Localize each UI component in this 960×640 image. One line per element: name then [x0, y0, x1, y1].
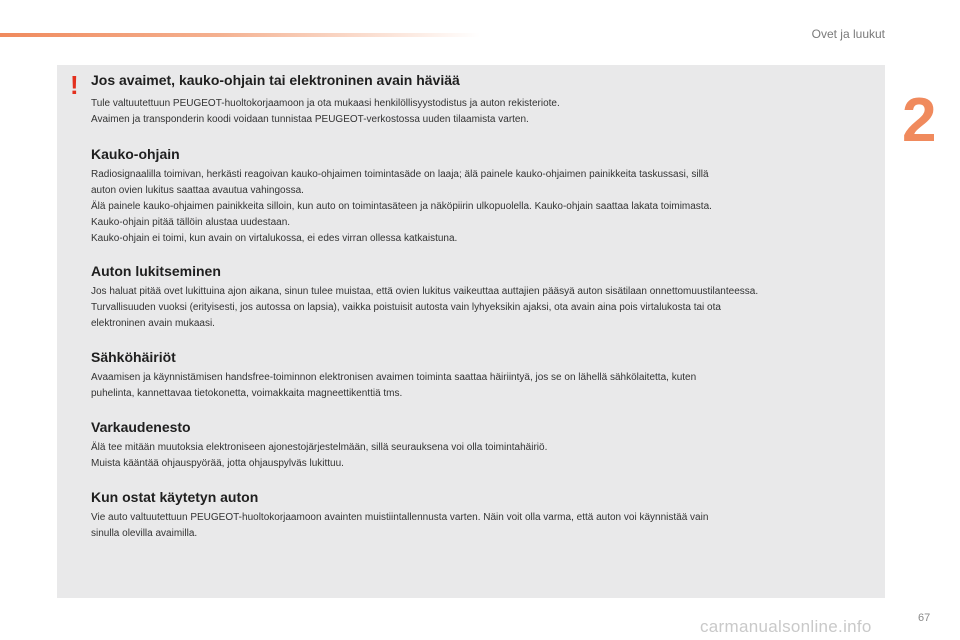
section-line: Älä tee mitään muutoksia elektroniseen ajonestojärjestelmään, sillä seurauksena voi olla toimintahäiriö. [91, 442, 548, 453]
section-line: Kauko-ohjain ei toimi, kun avain on virtalukossa, ei edes virran ollessa katkaistuna. [91, 233, 458, 244]
section-line: Muista kääntää ohjauspyörää, jotta ohjauspylväs lukittuu. [91, 458, 344, 469]
warning-title: Jos avaimet, kauko-ohjain tai elektroninen avain häviää [91, 72, 460, 88]
section-line: puhelinta, kannettavaa tietokonetta, voimakkaita magneettikenttiä tms. [91, 388, 403, 399]
page-number: 67 [918, 612, 931, 624]
section-auton-lukitseminen [91, 263, 883, 332]
chapter-title: Ovet ja luukut [811, 27, 885, 41]
header-accent-rule [0, 33, 480, 37]
section-title: Kun ostat käytetyn auton [91, 489, 259, 505]
watermark-text: carmanualsonline.info [700, 617, 872, 636]
section-line: sinulla olevilla avaimilla. [91, 528, 198, 539]
section-line: Turvallisuuden vuoksi (erityisesti, jos autossa on lapsia), vaikka poistuisit autosta vain lyhyeksikin ajaksi, ota avain aina pois virtalukosta tai ota [91, 302, 721, 313]
section-line: elektroninen avain mukaasi. [91, 318, 215, 329]
section-title: Varkaudenesto [91, 419, 191, 435]
section-line: Älä painele kauko-ohjaimen painikkeita silloin, kun auto on toimintasäteen ja näköpiirin ulkopuolella. Kauko-ohjain saattaa lakata toimimasta. [91, 201, 712, 212]
section-line: Kauko-ohjain pitää tällöin alustaa uudestaan. [91, 217, 291, 228]
section-line: auton ovien lukitus saattaa avautua vahingossa. [91, 185, 304, 196]
section-kauko-ohjain [91, 146, 883, 247]
section-line: Jos haluat pitää ovet lukittuina ajon aikana, sinun tulee muistaa, että ovien lukitus vaikeuttaa auttajien pääsyä auton sisätilaan onnettomuustilanteessa. [91, 286, 759, 297]
section-kun-ostat-kaytetyn-auton [91, 489, 883, 542]
section-sahkohairiot [91, 349, 883, 402]
section-line: Vie auto valtuutettuun PEUGEOT-huoltokorjaamoon avainten muistiintallennusta varten. Näin voit olla varma, että auton voi käynnistää vain [91, 512, 709, 523]
section-title: Kauko-ohjain [91, 146, 180, 162]
warning-line: Tule valtuutettuun PEUGEOT-huoltokorjaamoon ja ota mukaasi henkilöllisyystodistus ja auton rekisteriote. [91, 98, 560, 109]
warning-line: Avaimen ja transponderin koodi voidaan tunnistaa PEUGEOT-verkostossa uuden tilaamista varten. [91, 114, 529, 125]
exclamation-icon: ! [70, 70, 79, 100]
section-title: Sähköhäiriöt [91, 349, 176, 365]
section-line: Radiosignaalilla toimivan, herkästi reagoivan kauko-ohjaimen toimintasäde on laaja; älä painele kauko-ohjaimen painikkeita taskussasi, sillä [91, 169, 709, 180]
panel-content [91, 72, 883, 542]
warning-block [91, 72, 883, 128]
section-varkaudenesto [91, 419, 883, 472]
section-title: Auton lukitseminen [91, 263, 221, 279]
section-line: Avaamisen ja käynnistämisen handsfree-toiminnon elektronisen avaimen toiminta saattaa häiriintyä, jos se on lähellä sähkölaitetta, kuten [91, 372, 697, 383]
chapter-number: 2 [902, 86, 937, 155]
